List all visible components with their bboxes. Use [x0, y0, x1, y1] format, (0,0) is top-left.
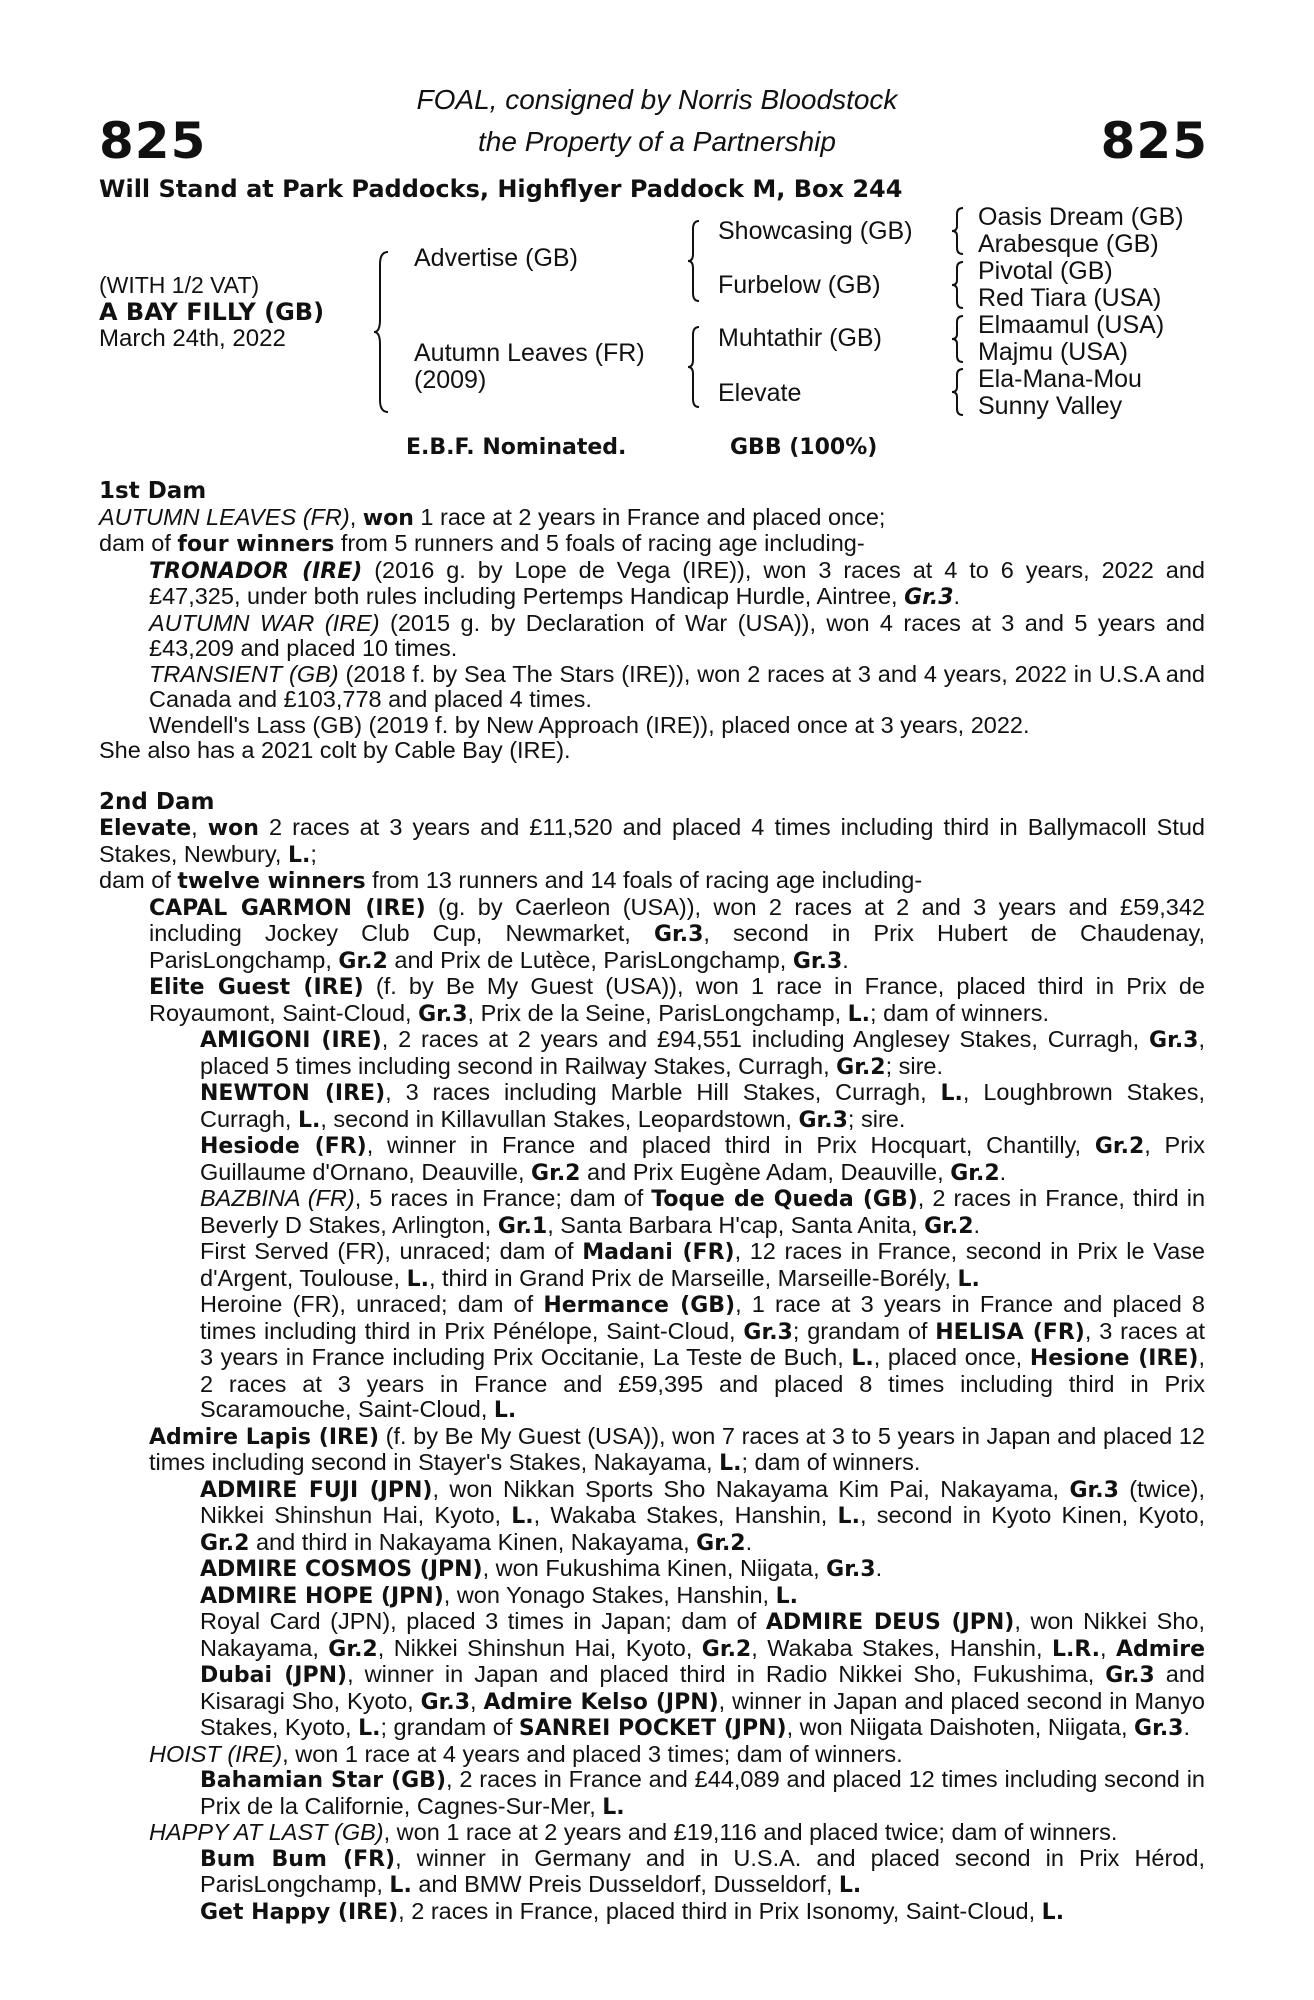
record-text: (f. by Be My Guest (USA)), won 1 race in France, placed third in Prix de Royaumont, Saint-Cloud, [149, 973, 1205, 1026]
pedigree-g3-4: Red Tiara (USA) [978, 284, 1162, 312]
horse-or-race-name: Gr.2 [1094, 1134, 1145, 1159]
record-text: . [842, 946, 849, 973]
horse-or-race-name: Elevate [99, 816, 192, 841]
record-text: ; sire. [847, 1105, 906, 1132]
produce-record [99, 974, 1205, 1027]
descendant-record [99, 1080, 1205, 1133]
record-text: , placed once, [873, 1344, 1030, 1370]
horse-or-race-name: SANREI POCKET (JPN) [518, 1716, 787, 1741]
horse-or-race-name: Gr.1 [497, 1213, 548, 1239]
record-text: First Served (FR), unraced; dam of [200, 1238, 583, 1264]
pedigree-g3-6: Majmu (USA) [978, 338, 1129, 366]
horse-or-race-name: Admire Kelso (JPN) [483, 1689, 719, 1715]
horse-or-race-name: Gr.2 [696, 1530, 746, 1556]
descendant-record [99, 1477, 1205, 1557]
descendant-record [99, 1583, 1205, 1610]
record-text: (2016 g. by Lope de Vega (IRE)), won 3 races at 4 to 6 years, 2022 and £47,325, under both rules including Pertemps Handicap Hurdle, Aintree, [149, 556, 1205, 609]
record-text: and Kisaragi Sho, Kyoto, [200, 1661, 1205, 1714]
horse-or-race-name: ADMIRE COSMOS (JPN) [200, 1557, 483, 1582]
horse-or-race-name: L. [838, 1873, 862, 1898]
record-text: . [999, 1158, 1007, 1185]
horse-or-race-name: Gr.3 [418, 1001, 468, 1027]
record-text: , 2 races at 3 years in France and £59,395 and placed 8 times including third in Prix Scaramouche, Saint-Cloud, [200, 1344, 1205, 1422]
produce-record [99, 1820, 1205, 1846]
descendant-record [99, 1239, 1205, 1292]
record-text: , Wakaba Stakes, Hanshin, [533, 1502, 838, 1528]
pedigree-sire: Advertise (GB) [414, 244, 578, 272]
record-text: 2 races at 3 years and £11,520 and placed 4 times including third in Ballymacoll Stud Stakes, Newbury, [99, 814, 1205, 867]
pedigree-brace-main [372, 250, 392, 414]
horse-or-race-name: AUTUMN LEAVES (FR) [99, 503, 350, 530]
pedigree-dam-dam: Elevate [718, 379, 802, 407]
horse-or-race-name: Admire Lapis (IRE) [149, 1424, 380, 1450]
horse-or-race-name: L. [847, 1001, 871, 1027]
horse-or-race-name: L. [775, 1583, 799, 1609]
property-line: the Property of a Partnership [478, 126, 836, 157]
record-text: Royal Card (JPN), placed 3 times in Japan; dam of [200, 1608, 766, 1634]
record-text: , winner in Germany and in U.S.A. and placed second in Prix Hérod, ParisLongchamp, [200, 1844, 1205, 1897]
record-text: . [1183, 1714, 1191, 1740]
record-text: , won 1 race at 2 years and £19,116 and placed twice; dam of winners. [383, 1819, 1118, 1845]
stand-location: Will Stand at Park Paddocks, Highflyer Paddock M, Box 244 [99, 175, 903, 203]
horse-or-race-name: Gr.2 [701, 1636, 752, 1662]
horse-or-race-name: Gr.3 [792, 948, 843, 974]
dam-record [99, 738, 1205, 764]
horse-or-race-name: Gr.3 [743, 1319, 793, 1345]
record-text: , won Niigata Daishoten, Niigata, [786, 1714, 1135, 1740]
record-text: dam of [99, 530, 178, 556]
pedigree-brace-sire [686, 219, 702, 303]
pedigree-brace-g3-2 [950, 260, 966, 310]
descendant-record [99, 1292, 1205, 1424]
horse-or-race-name: Hesiode (FR) [200, 1134, 367, 1159]
horse-or-race-name: Hermance (GB) [543, 1293, 736, 1318]
descendant-record [99, 1899, 1205, 1926]
horse-or-race-name: Gr.2 [200, 1530, 250, 1556]
record-text: , Santa Barbara H'cap, Santa Anita, [547, 1211, 925, 1238]
horse-or-race-name: L. [287, 842, 311, 868]
record-text: (twice), Nikkei Shinshun Hai, Kyoto, [200, 1475, 1206, 1528]
pedigree-brace-g3-4 [950, 367, 966, 417]
horse-or-race-name: ADMIRE HOPE (JPN) [200, 1583, 444, 1609]
record-text: (g. by Caerleon (USA)), won 2 races at 2 and 3 years and £59,342 including Jockey Club Cup, Newmarket, [149, 893, 1205, 946]
horse-or-race-name: Gr.3 [1134, 1716, 1184, 1741]
horse-or-race-name: HAPPY AT LAST (GB) [149, 1819, 384, 1845]
record-text: (2018 f. by Sea The Stars (IRE)), won 2 races at 3 and 4 years, 2022 in U.S.A and Canada and £103,778 and placed 4 times. [149, 660, 1205, 712]
section-heading: 1st Dam [99, 478, 207, 504]
descendant-record [99, 1846, 1205, 1899]
pedigree-dam-year: (2009) [414, 366, 487, 394]
record-text: ; grandam of [380, 1714, 519, 1740]
horse-or-race-name: L. [297, 1107, 321, 1133]
record-text: She also has a 2021 colt by Cable Bay (IRE). [99, 737, 571, 763]
horse-or-race-name: Gr.2 [924, 1213, 974, 1239]
horse-or-race-name: Gr.2 [836, 1054, 886, 1080]
dam-record [99, 531, 1205, 558]
pedigree-sire-dam: Furbelow (GB) [718, 271, 881, 299]
foaling-date: March 24th, 2022 [99, 325, 286, 352]
horse-or-race-name: Elite Guest (IRE) [149, 975, 364, 1000]
horse-or-race-name: Gr.3 [1069, 1477, 1119, 1503]
produce-record [99, 713, 1205, 739]
record-text: , winner in Japan and placed second in Manyo Stakes, Kyoto, [200, 1687, 1205, 1740]
horse-or-race-name: won [362, 505, 414, 531]
record-text: , won Nikkan Sports Sho Nakayama Kim Pai, Nakayama, [432, 1475, 1070, 1502]
record-text: , 2 races in France, placed third in Prix Isonomy, Saint-Cloud, [398, 1897, 1042, 1924]
record-text: ; dam of winners. [870, 999, 1049, 1026]
horse-or-race-name: Admire Dubai (JPN) [200, 1636, 1206, 1688]
horse-or-race-name: Toque de Queda (GB) [651, 1187, 918, 1212]
horse-or-race-name: Gr.3 [904, 585, 954, 610]
horse-or-race-name: CAPAL GARMON (IRE) [149, 895, 426, 921]
record-text: , 3 races including Marble Hill Stakes, Curragh, [385, 1079, 941, 1105]
horse-or-race-name: L. [719, 1451, 742, 1476]
horse-or-race-name: Bahamian Star (GB) [200, 1768, 447, 1793]
record-text: , second in Prix Hubert de Chaudenay, ParisLongchamp, [149, 920, 1205, 973]
produce-record [99, 1424, 1205, 1477]
record-text: , Loughbrown Stakes, Curragh, [200, 1079, 1205, 1132]
record-text: and third in Nakayama Kinen, Nakayama, [249, 1528, 697, 1555]
record-text: , placed 5 times including second in Railway Stakes, Curragh, [200, 1026, 1206, 1079]
horse-or-race-name: L. [1041, 1899, 1065, 1925]
record-text: from 13 runners and 14 foals of racing age including- [365, 867, 923, 893]
produce-record [99, 558, 1205, 611]
horse-or-race-name: Hesione (IRE) [1029, 1346, 1199, 1371]
record-text: , [470, 1687, 484, 1714]
gbb-rating: GBB (100%) [730, 435, 878, 460]
horse-or-race-name: BAZBINA (FR) [200, 1185, 355, 1211]
record-text: Wendell's Lass (GB) (2019 f. by New Approach (IRE)), placed once at 3 years, 2022. [149, 711, 1030, 738]
horse-or-race-name: NEWTON (IRE) [200, 1081, 386, 1106]
record-text: , 2 races in France, third in Beverly D Stakes, Arlington, [200, 1185, 1206, 1238]
pedigree-g3-3: Pivotal (GB) [978, 257, 1113, 285]
record-text: , Prix de la Seine, ParisLongchamp, [467, 999, 848, 1026]
record-text: ; sire. [885, 1052, 944, 1079]
horse-or-race-name: HELISA (FR) [935, 1319, 1085, 1345]
horse-or-race-name: L. [851, 1346, 874, 1371]
horse-or-race-name: L. [837, 1504, 860, 1529]
produce-record [99, 662, 1205, 713]
horse-or-race-name: L. [358, 1716, 381, 1741]
record-text: , winner in France and placed third in Prix Hocquart, Chantilly, [366, 1132, 1095, 1158]
record-text: , 2 races in France and £44,089 and placed 12 times including second in Prix de la Californie, Cagnes-Sur-Mer, [200, 1766, 1206, 1819]
record-text: , Wakaba Stakes, Hanshin, [751, 1634, 1052, 1661]
produce-record [99, 611, 1205, 662]
record-text: , second in Kyoto Kinen, Kyoto, [859, 1502, 1205, 1528]
record-text: , winner in Japan and placed third in Radio Nikkei Sho, Fukushima, [347, 1661, 1106, 1687]
record-text: , [349, 503, 363, 530]
record-text: , third in Grand Prix de Marseille, Marseille-Borély, [428, 1264, 958, 1291]
pedigree-dam: Autumn Leaves (FR) [414, 339, 645, 367]
descendant-record [99, 1133, 1205, 1186]
pedigree-g3-2: Arabesque (GB) [978, 230, 1159, 258]
consignor-line: FOAL, consigned by Norris Bloodstock [416, 84, 898, 115]
dam-record [99, 505, 1205, 532]
record-text: , Nikkei Shinshun Hai, Kyoto, [377, 1634, 702, 1661]
horse-or-race-name: Gr.3 [420, 1689, 470, 1715]
horse-name: A BAY FILLY (GB) [99, 298, 325, 326]
record-text: ; grandam of [792, 1317, 936, 1344]
horse-or-race-name: L. [511, 1504, 534, 1529]
horse-or-race-name: Gr.2 [531, 1160, 581, 1186]
pedigree-sire-sire: Showcasing (GB) [718, 217, 913, 245]
horse-or-race-name: Gr.3 [798, 1107, 848, 1133]
horse-or-race-name: TRONADOR (IRE) [149, 558, 363, 584]
pedigree-g3-7: Ela-Mana-Mou [978, 365, 1142, 393]
record-text: , 1 race at 3 years in France and placed 8 times including third in Prix Pénélope, Saint-Cloud, [200, 1291, 1205, 1344]
produce-record [99, 1742, 1205, 1768]
descendant-record [99, 1767, 1205, 1820]
horse-or-race-name: ADMIRE FUJI (JPN) [200, 1477, 433, 1503]
lot-number-right: 825 [1100, 112, 1208, 170]
horse-or-race-name: twelve winners [177, 869, 366, 894]
horse-or-race-name: Gr.2 [950, 1160, 1000, 1186]
horse-or-race-name: Gr.3 [653, 922, 704, 947]
descendant-record [99, 1609, 1205, 1742]
record-text: , won Fukushima Kinen, Niigata, [482, 1555, 827, 1581]
record-text: Heroine (FR), unraced; dam of [200, 1291, 544, 1317]
record-text: and Prix Eugène Adam, Deauville, [580, 1158, 951, 1185]
record-text: , 5 races in France; dam of [354, 1185, 652, 1211]
record-text: . [745, 1528, 753, 1555]
horse-or-race-name: L. [940, 1081, 963, 1106]
horse-or-race-name: L. [406, 1266, 429, 1292]
horse-or-race-name: L. [493, 1398, 517, 1423]
horse-or-race-name: Gr.3 [1105, 1663, 1155, 1688]
horse-or-race-name: TRANSIENT (GB) [149, 660, 339, 687]
horse-or-race-name: L. [389, 1873, 412, 1898]
record-text: , won Nikkei Sho, Nakayama, [200, 1608, 1205, 1661]
lot-number-left: 825 [99, 112, 207, 170]
horse-or-race-name: four winners [177, 532, 335, 557]
horse-or-race-name: L.R. [1051, 1636, 1101, 1662]
record-text: , won 1 race at 4 years and placed 3 times; dam of winners. [282, 1740, 903, 1767]
horse-or-race-name: ADMIRE DEUS (JPN) [765, 1610, 1015, 1635]
descendant-record [99, 1027, 1205, 1080]
horse-or-race-name: Get Happy (IRE) [200, 1899, 399, 1925]
record-text: (2015 g. by Declaration of War (USA)), won 4 races at 3 and 5 years and £43,209 and placed 10 times. [149, 609, 1205, 661]
horse-or-race-name: Gr.2 [338, 948, 388, 974]
horse-or-race-name: Gr.3 [826, 1557, 876, 1582]
horse-or-race-name: AMIGONI (IRE) [200, 1028, 382, 1053]
pedigree-brace-g3-3 [950, 314, 966, 364]
record-text: dam of [99, 867, 178, 893]
vat-note: (WITH 1/2 VAT) [99, 272, 260, 298]
ebf-nominated: E.B.F. Nominated. [406, 435, 627, 460]
pedigree-g3-8: Sunny Valley [978, 392, 1123, 420]
record-text: , [191, 814, 208, 840]
descendant-record [99, 1556, 1205, 1583]
section-gap [99, 764, 1205, 790]
record-text: . [953, 583, 961, 609]
record-text: , 12 races in France, second in Prix le Vase d'Argent, Toulouse, [200, 1238, 1205, 1291]
horse-or-race-name: won [207, 816, 259, 841]
record-text: . [973, 1211, 981, 1238]
pedigree-g3-1: Oasis Dream (GB) [978, 203, 1184, 231]
catalogue-body [99, 479, 1205, 1925]
record-text: , second in Killavullan Stakes, Leopardstown, [320, 1105, 799, 1132]
pedigree-g3-5: Elmaamul (USA) [978, 311, 1165, 339]
record-text: 1 race at 2 years in France and placed once; [413, 503, 886, 530]
pedigree-brace-g3-1 [950, 206, 966, 256]
record-text: from 5 runners and 5 foals of racing age including- [334, 530, 865, 556]
pedigree-brace-dam [686, 325, 702, 409]
produce-record [99, 895, 1205, 975]
horse-or-race-name: Bum Bum (FR) [200, 1846, 396, 1872]
horse-or-race-name: L. [957, 1266, 980, 1292]
horse-or-race-name: L. [602, 1794, 625, 1820]
record-text: and Prix de Lutèce, ParisLongchamp, [387, 946, 793, 973]
record-text: (f. by Be My Guest (USA)), won 7 races at 3 to 5 years in Japan and placed 12 times including second in Stayer's Stakes, Nakayama, [149, 1422, 1205, 1475]
record-text: . [875, 1555, 883, 1581]
dam-record [99, 868, 1205, 895]
record-text: , 3 races at 3 years in France including Prix Occitanie, La Teste de Buch, [200, 1317, 1206, 1370]
horse-or-race-name: HOIST (IRE) [149, 1740, 283, 1767]
record-text: , Prix Guillaume d'Ornano, Deauville, [200, 1132, 1206, 1185]
record-text: , won Yonago Stakes, Hanshin, [443, 1581, 776, 1608]
pedigree-dam-sire: Muhtathir (GB) [718, 324, 882, 352]
record-text: , [1100, 1634, 1116, 1661]
horse-or-race-name: Gr.3 [1149, 1028, 1199, 1053]
record-text: ; dam of winners. [741, 1449, 921, 1475]
horse-or-race-name: AUTUMN WAR (IRE) [149, 609, 380, 636]
horse-or-race-name: Gr.2 [328, 1636, 378, 1662]
record-text: ; [310, 840, 317, 867]
descendant-record [99, 1186, 1205, 1239]
record-text: and BMW Preis Dusseldorf, Dusseldorf, [411, 1871, 839, 1897]
section-heading: 2nd Dam [99, 788, 215, 815]
dam-record [99, 815, 1205, 868]
horse-or-race-name: Madani (FR) [582, 1240, 735, 1265]
record-text: , 2 races at 2 years and £94,551 including Anglesey Stakes, Curragh, [381, 1026, 1150, 1052]
